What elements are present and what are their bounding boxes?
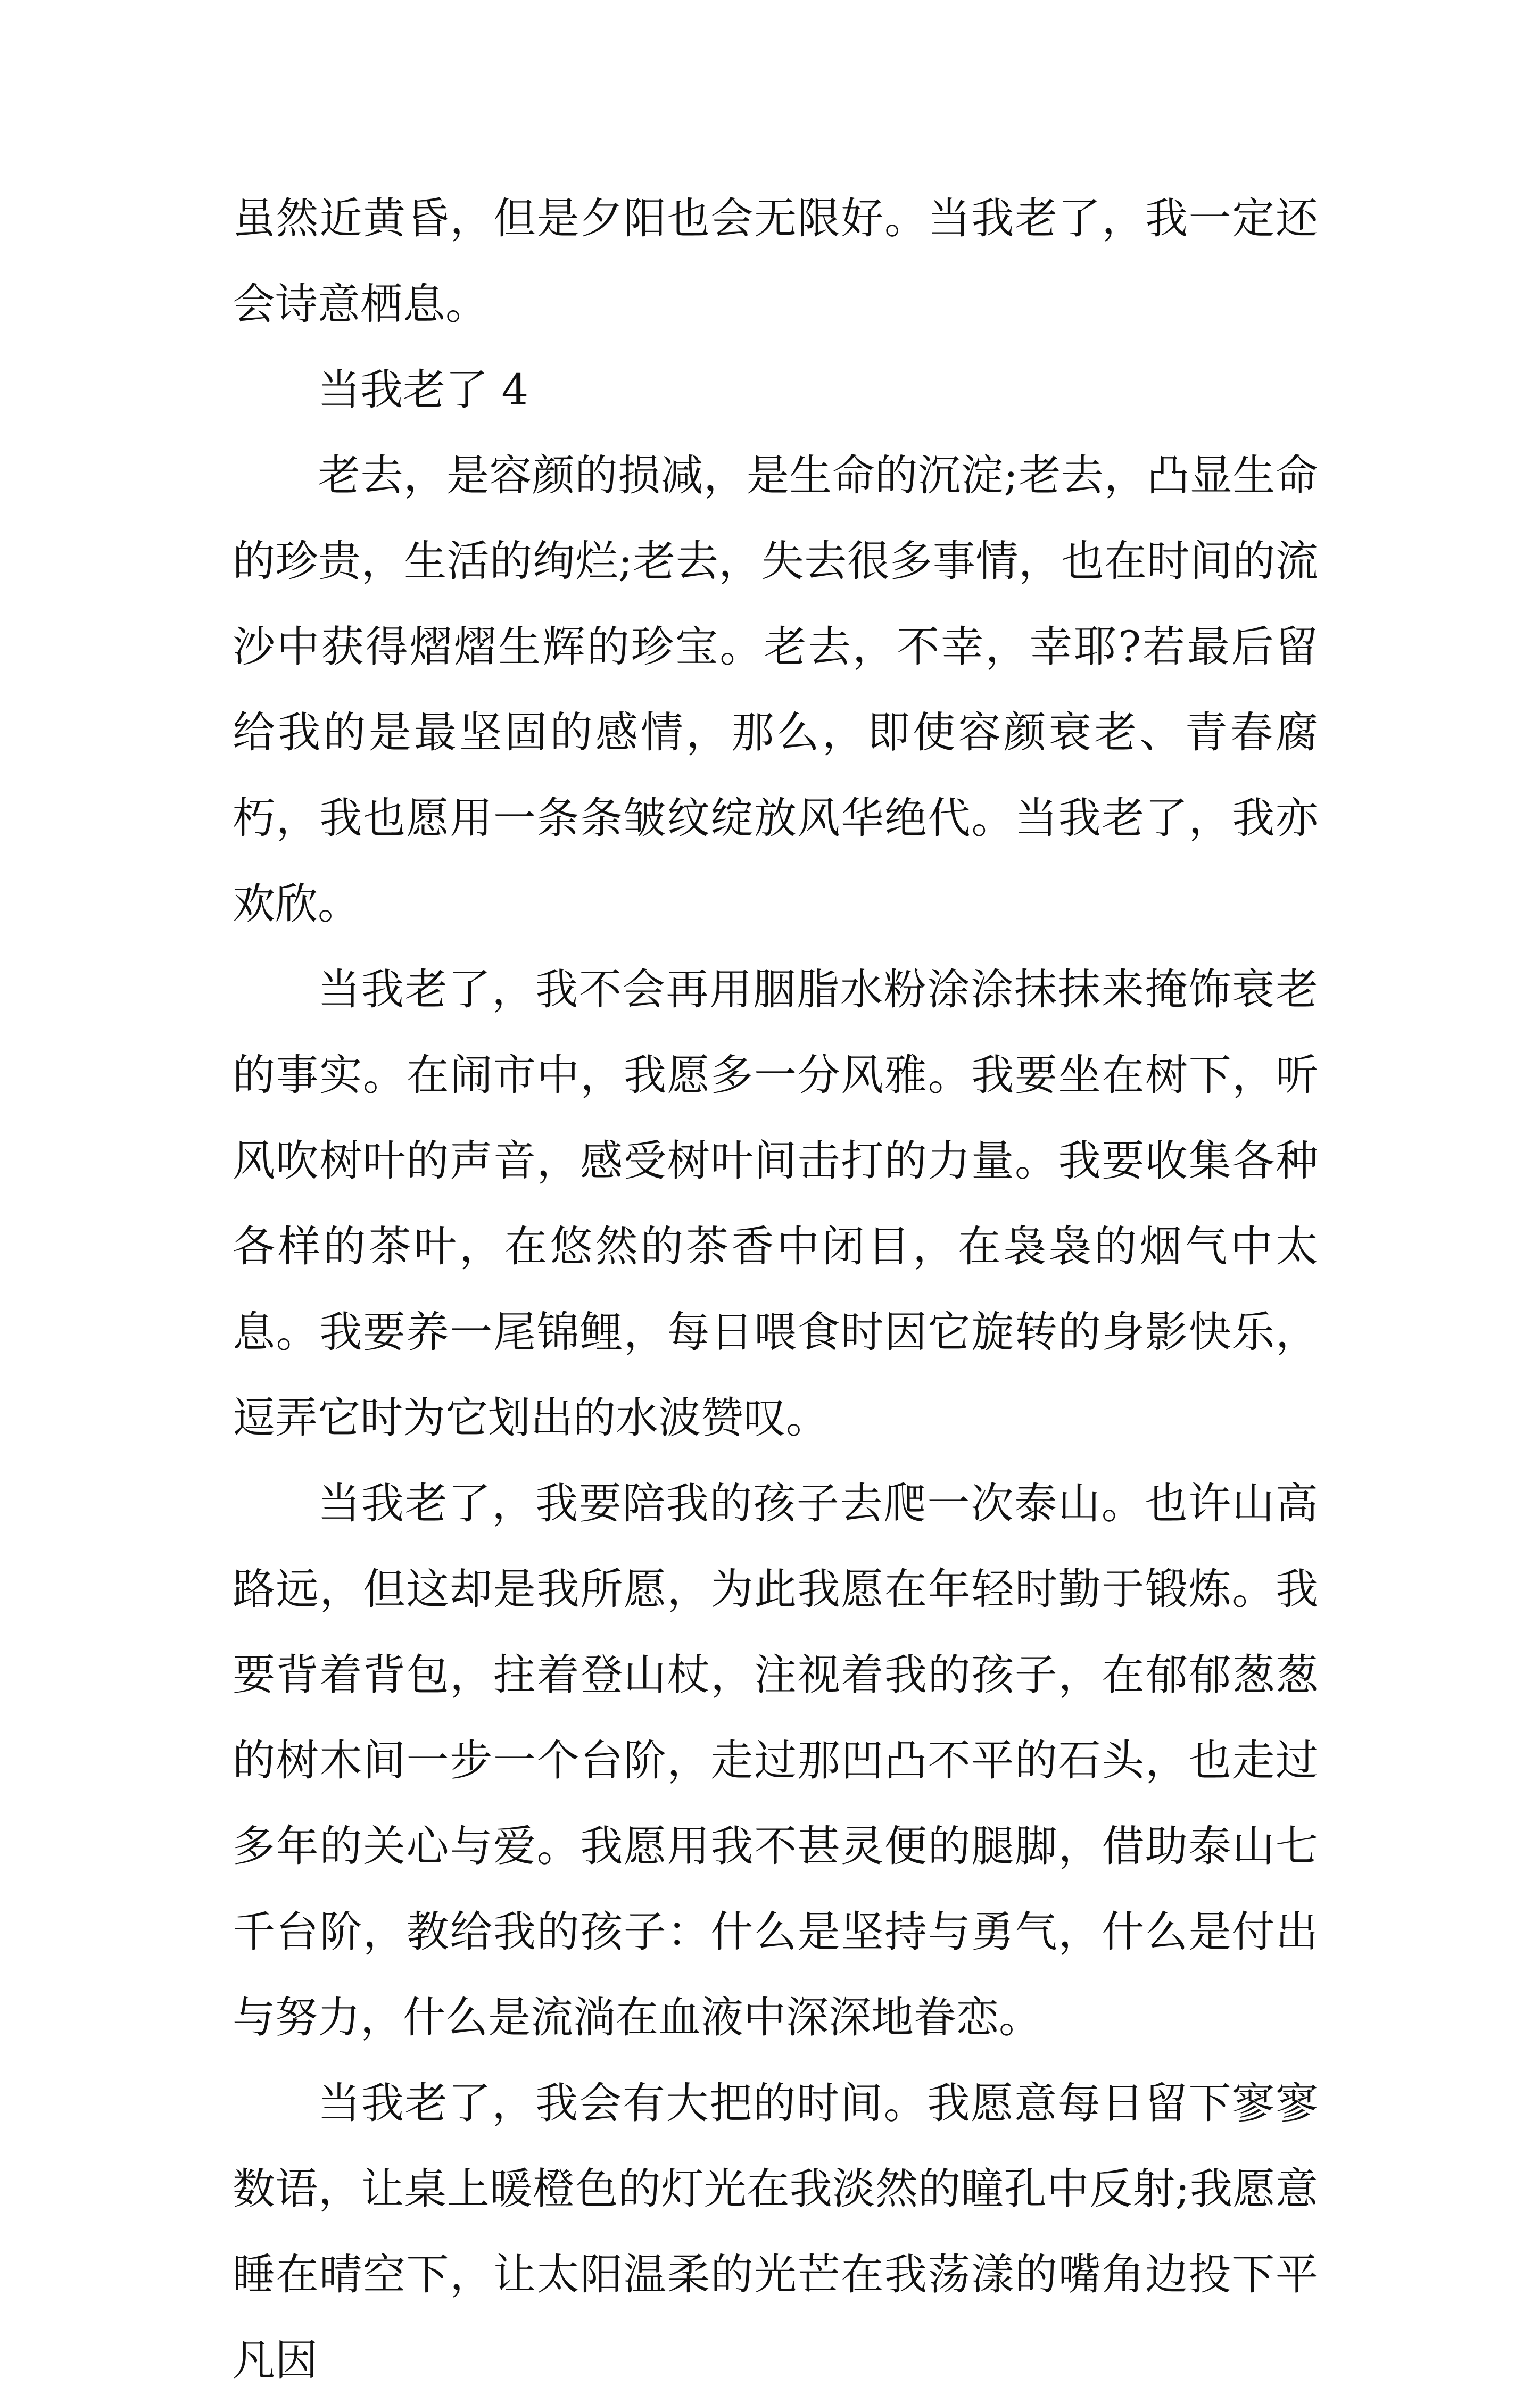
body-text	[233, 176, 1318, 2403]
section-heading: 当我老了 4	[318, 365, 529, 415]
paragraph: 当我老了，我要陪我的孩子去爬一次泰山。也许山高路远，但这却是我所愿，为此我愿在年轻时勤于锻炼。我要背着背包，拄着登山杖，注视着我的孩子，在郁郁葱葱的树木间一步一个台阶，走过那凹凸不平的石头，也走过多年的关心与爱。我愿用我不甚灵便的腿脚，借助泰山七千台阶，教给我的孩子：什么是坚持与勇气，什么是付出与努力，什么是流淌在血液中深深地眷恋。	[233, 1479, 1318, 2042]
paragraph: 当我老了，我不会再用胭脂水粉涂涂抹抹来掩饰衰老的事实。在闹市中，我愿多一分风雅。我要坐在树下，听风吹树叶的声音，感受树叶间击打的力量。我要收集各种各样的茶叶，在悠然的茶香中闭目，在袅袅的烟气中太息。我要养一尾锦鲤，每日喂食时因它旋转的身影快乐，逗弄它时为它划出的水波赞叹。	[233, 965, 1318, 1443]
paragraph: 当我老了，我会有大把的时间。我愿意每日留下寥寥数语，让桌上暖橙色的灯光在我淡然的瞳孔中反射;我愿意睡在晴空下，让太阳温柔的光芒在我荡漾的嘴角边投下平凡因	[233, 2078, 1318, 2385]
paragraph-continuation: 虽然近黄昏，但是夕阳也会无限好。当我老了，我一定还会诗意栖息。	[233, 194, 1318, 329]
paragraph: 老去，是容颜的损减，是生命的沉淀;老去，凸显生命的珍贵，生活的绚烂;老去，失去很多事情，也在时间的流沙中获得熠熠生辉的珍宝。老去，不幸，幸耶?若最后留给我的是最坚固的感情，那么，即使容颜衰老、青春腐朽，我也愿用一条条皱纹绽放风华绝代。当我老了，我亦欢欣。	[233, 451, 1318, 929]
